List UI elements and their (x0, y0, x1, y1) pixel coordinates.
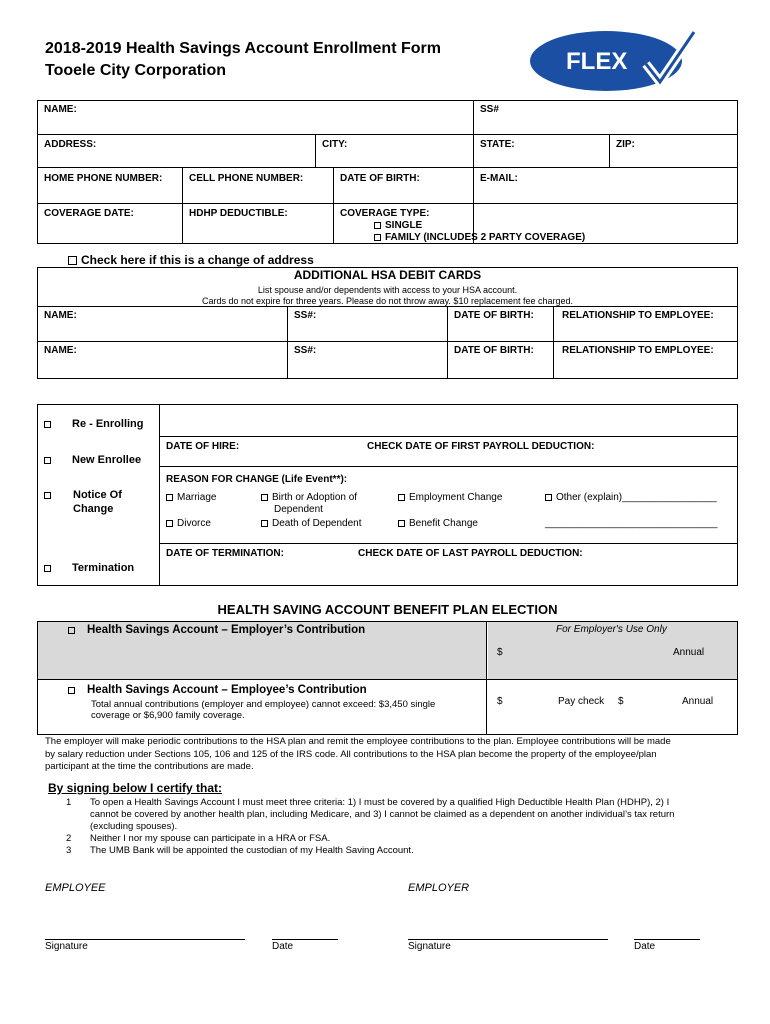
name-field[interactable]: NAME: (44, 104, 77, 115)
reason-benefit-change-option[interactable]: Benefit Change (398, 518, 478, 529)
state-field[interactable]: STATE: (480, 139, 515, 150)
checkbox-icon[interactable] (398, 520, 405, 527)
dependent-1-name-field[interactable]: NAME: (44, 310, 77, 321)
reason-for-change-label: REASON FOR CHANGE (Life Event**): (166, 474, 348, 485)
employer-annual-label: Annual (673, 647, 705, 658)
employee-contribution-option[interactable]: Health Savings Account – Employee’s Contribution (68, 684, 367, 696)
dependent-2-dob-field[interactable]: DATE OF BIRTH: (454, 345, 534, 356)
checkbox-icon[interactable] (166, 520, 173, 527)
employer-date-line[interactable] (634, 939, 700, 940)
logo-text: FLEX (566, 48, 628, 75)
checkbox-icon[interactable] (374, 222, 381, 229)
employee-signature-label: Signature (45, 941, 88, 952)
first-payroll-field[interactable]: CHECK DATE OF FIRST PAYROLL DEDUCTION: (367, 441, 595, 452)
checkbox-icon[interactable] (374, 234, 381, 241)
ssn-field[interactable]: SS# (480, 104, 499, 115)
employee-date-line[interactable] (272, 939, 338, 940)
reason-other-option[interactable]: Other (explain)_________________ (545, 492, 717, 503)
checkbox-icon[interactable] (44, 421, 51, 428)
checkbox-icon[interactable] (44, 457, 51, 464)
notice-of-change-option[interactable] (44, 489, 55, 501)
dependent-1-relationship-field[interactable]: RELATIONSHIP TO EMPLOYEE: (562, 310, 714, 321)
debit-cards-note-2: Cards do not expire for three years. Please do not throw away. $10 replacement fee charged. (201, 296, 574, 306)
employee-signature-heading: EMPLOYEE (45, 882, 106, 894)
coverage-family-option[interactable]: FAMILY (INCLUDES 2 PARTY COVERAGE) (374, 232, 585, 243)
form-title: 2018-2019 Health Savings Account Enrollment Form (45, 40, 441, 57)
checkbox-icon[interactable] (545, 494, 552, 501)
home-phone-field[interactable]: HOME PHONE NUMBER: (44, 173, 163, 184)
dependent-1-dob-field[interactable]: DATE OF BIRTH: (454, 310, 534, 321)
debit-cards-title: ADDITIONAL HSA DEBIT CARDS (293, 268, 482, 282)
change-of-address-option[interactable]: Check here if this is a change of address (68, 253, 314, 267)
employer-amount-field[interactable]: $ (497, 647, 503, 658)
checkbox-icon[interactable] (44, 565, 51, 572)
reason-death-option[interactable]: Death of Dependent (261, 518, 362, 529)
reason-birth-option[interactable]: Birth or Adoption of (261, 492, 357, 503)
checkbox-icon[interactable] (261, 494, 268, 501)
certify-heading: By signing below I certify that: (48, 781, 223, 795)
dob-field[interactable]: DATE OF BIRTH: (340, 173, 420, 184)
election-title: HEALTH SAVING ACCOUNT BENEFIT PLAN ELECTION (217, 602, 558, 617)
checkbox-icon[interactable] (68, 627, 75, 634)
checkbox-icon[interactable] (166, 494, 173, 501)
checkbox-icon[interactable] (261, 520, 268, 527)
employee-annual-label: Annual (682, 696, 714, 707)
employee-paycheck-amount-field[interactable]: $ (497, 696, 503, 707)
employee-date-label: Date (272, 941, 294, 952)
employer-use-only-label: For Employer's Use Only (556, 624, 667, 635)
notice-of-change-label-2: Change (73, 503, 114, 515)
email-field[interactable]: E-MAIL: (480, 173, 518, 184)
re-enrolling-option[interactable]: Re - Enrolling (44, 418, 144, 430)
notice-of-change-label-1: Notice Of (73, 489, 122, 501)
reason-marriage-option[interactable]: Marriage (166, 492, 216, 503)
employee-signature-line[interactable] (45, 939, 245, 940)
city-field[interactable]: CITY: (322, 139, 348, 150)
debit-cards-table (37, 267, 738, 379)
checkbox-icon[interactable] (68, 256, 77, 265)
last-payroll-field[interactable]: CHECK DATE OF LAST PAYROLL DEDUCTION: (358, 548, 583, 559)
hdhp-deductible-field[interactable]: HDHP DEDUCTIBLE: (189, 208, 288, 219)
employee-annual-amount-field[interactable]: $ (618, 696, 624, 707)
dependent-2-ssn-field[interactable]: SS#: (294, 345, 317, 356)
reason-employment-change-option[interactable]: Employment Change (398, 492, 502, 503)
checkbox-icon[interactable] (398, 494, 405, 501)
checkbox-icon[interactable] (44, 492, 51, 499)
date-of-termination-field[interactable]: DATE OF TERMINATION: (166, 548, 284, 559)
coverage-type-label: COVERAGE TYPE: (340, 208, 430, 219)
employer-contribution-option[interactable]: Health Savings Account – Employer’s Contribution (68, 624, 365, 636)
date-of-hire-field[interactable]: DATE OF HIRE: (166, 441, 240, 452)
new-enrollee-option[interactable]: New Enrollee (44, 454, 141, 466)
employer-date-label: Date (634, 941, 656, 952)
address-field[interactable]: ADDRESS: (44, 139, 97, 150)
flex-logo (528, 24, 698, 94)
coverage-single-option[interactable]: SINGLE (374, 220, 422, 231)
employee-contribution-note-2: coverage or $6,900 family coverage. (91, 710, 245, 721)
employer-signature-heading: EMPLOYER (408, 882, 470, 894)
cell-phone-field[interactable]: CELL PHONE NUMBER: (189, 173, 304, 184)
pay-check-label: Pay check (558, 696, 605, 707)
reason-other-explain-line[interactable]: _______________________________ (545, 518, 718, 529)
reason-birth-label-2: Dependent (274, 504, 323, 515)
dependent-2-relationship-field[interactable]: RELATIONSHIP TO EMPLOYEE: (562, 345, 714, 356)
employer-signature-label: Signature (408, 941, 451, 952)
organization-name: Tooele City Corporation (45, 62, 227, 79)
zip-field[interactable]: ZIP: (616, 139, 635, 150)
disclaimer-text: The employer will make periodic contributions to the HSA plan and remit the employee contributions to the plan. Employee contributions will be made by salary reduction under Sections 105, 106 and 125 of the IRS code. All contributions to the HSA plan become the property of the employee/plan participant at the time the contributions are made. (45, 736, 671, 772)
reason-divorce-option[interactable]: Divorce (166, 518, 211, 529)
debit-cards-note-1: List spouse and/or dependents with access to your HSA account. (257, 285, 518, 295)
coverage-date-field[interactable]: COVERAGE DATE: (44, 208, 134, 219)
dependent-1-ssn-field[interactable]: SS#: (294, 310, 317, 321)
checkbox-icon[interactable] (68, 687, 75, 694)
dependent-2-name-field[interactable]: NAME: (44, 345, 77, 356)
employee-contribution-note-1: Total annual contributions (employer and employee) cannot exceed: $3,450 single (91, 699, 436, 710)
employer-signature-line[interactable] (408, 939, 608, 940)
termination-option[interactable]: Termination (44, 562, 134, 574)
